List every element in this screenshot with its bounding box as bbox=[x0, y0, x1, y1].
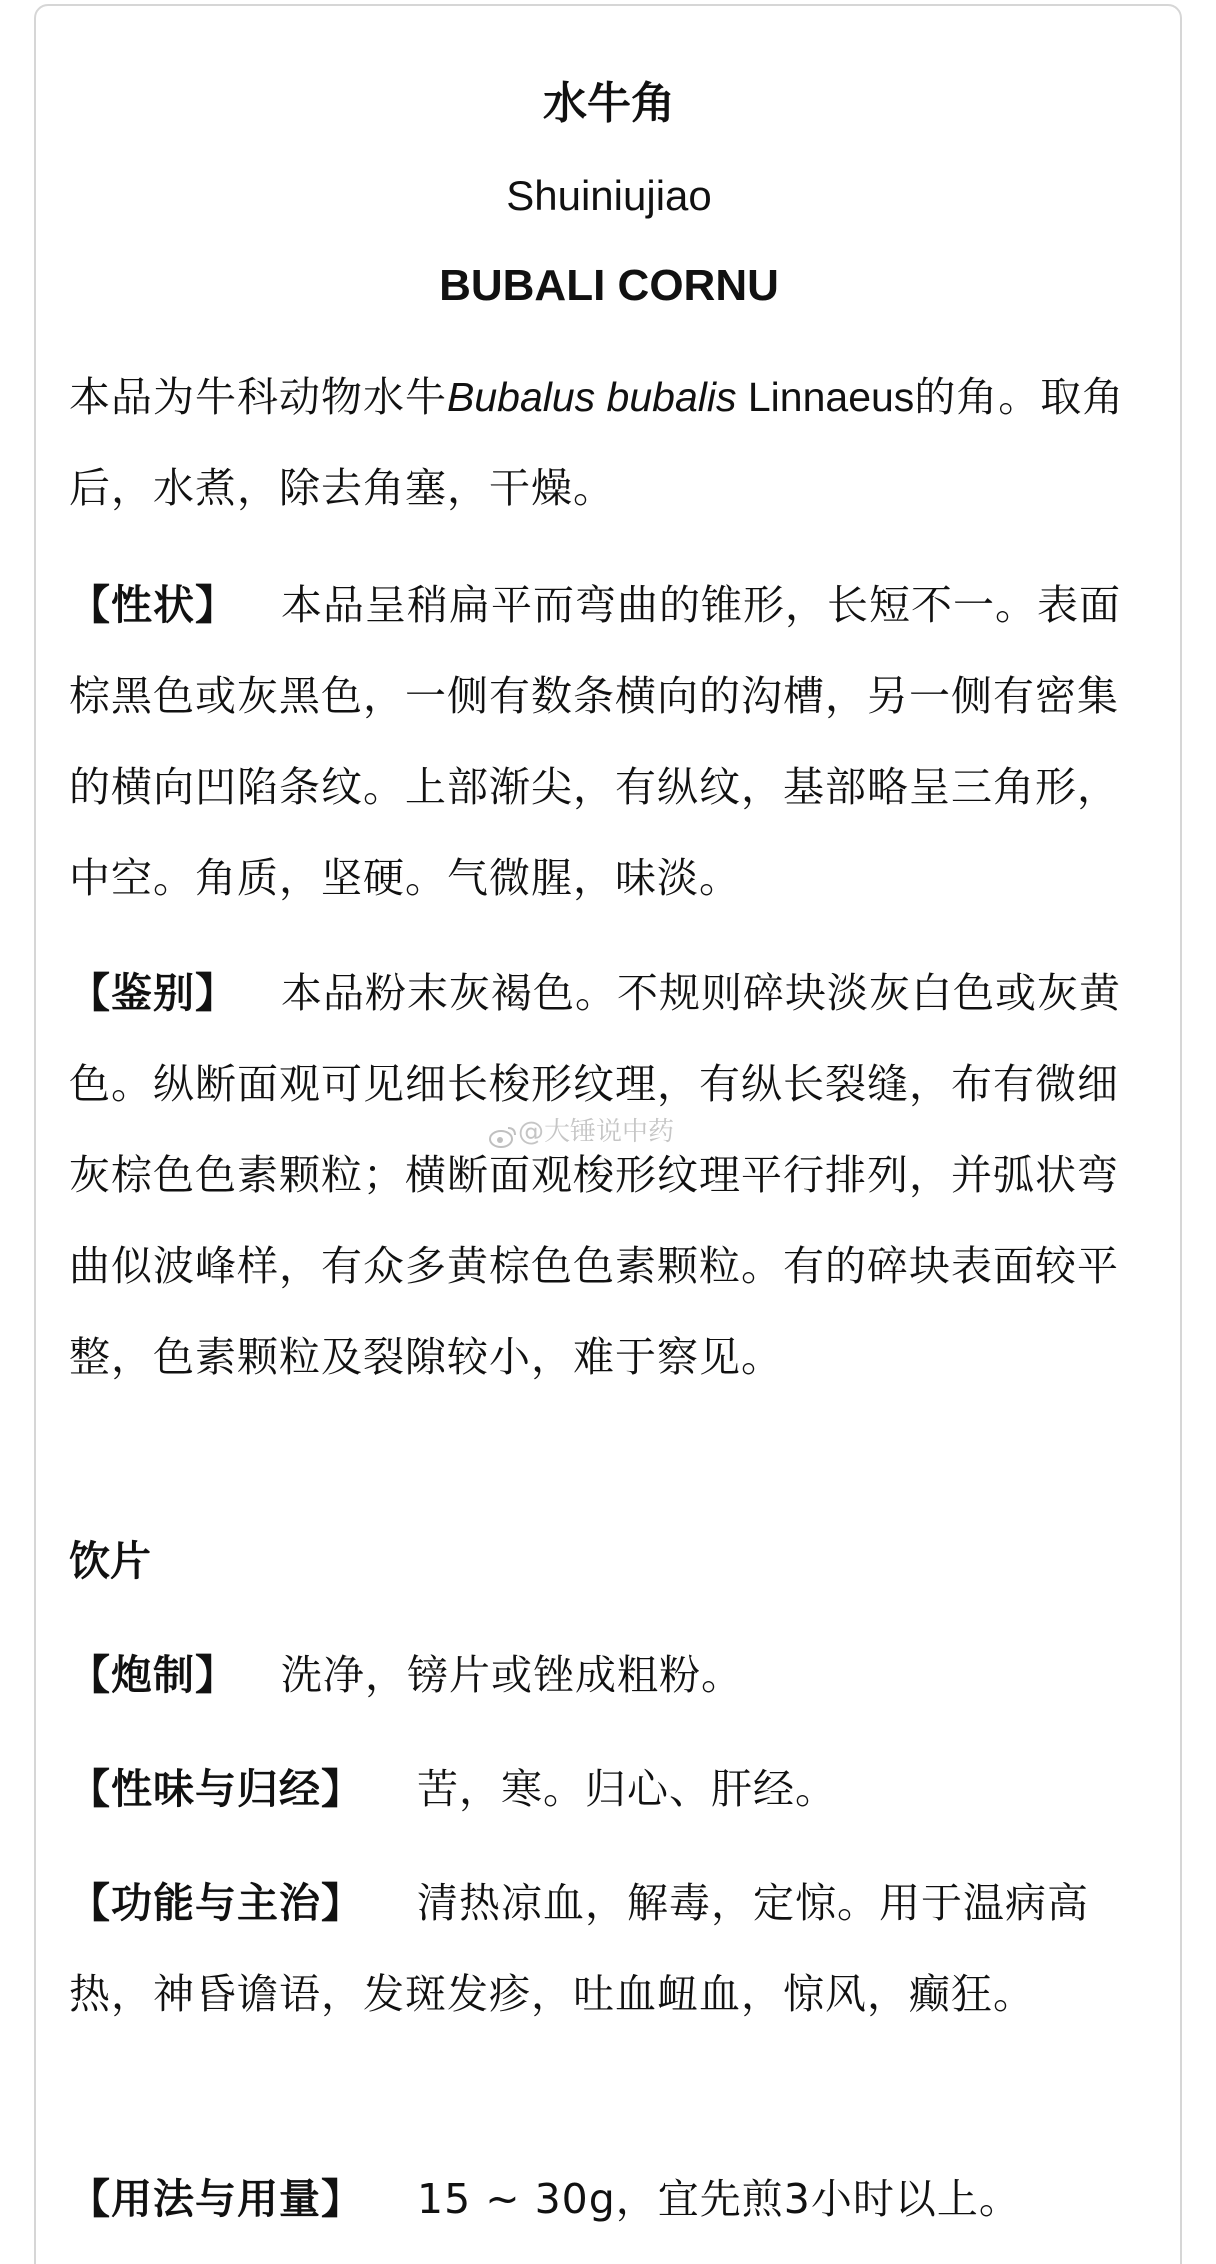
label-yongfa: 【用法与用量】 bbox=[69, 2175, 363, 2223]
intro-suffix: 的角。取角后，水煮，除去角塞，干燥。 bbox=[69, 373, 1125, 512]
section-xingzhuang bbox=[69, 560, 1139, 924]
text-xingwei: 苦，寒。归心、肝经。 bbox=[417, 1765, 837, 1813]
text-gongneng: 清热凉血，解毒，定惊。用于温病高热，神昏谵语，发斑发疹，吐血衄血，惊风，癫狂。 bbox=[69, 1879, 1089, 2018]
yinpian-heading: 饮片 bbox=[69, 1537, 151, 1585]
section-paozhi bbox=[69, 1630, 1139, 1721]
section-xingwei bbox=[69, 1744, 1139, 1835]
label-jianbie: 【鉴别】 bbox=[69, 969, 237, 1017]
text-jianbie: 本品粉末灰褐色。不规则碎块淡灰白色或灰黄色。纵断面观可见细长梭形纹理，有纵长裂缝，布有微细灰棕色色素颗粒；横断面观梭形纹理平行排列，并弧状弯曲似波峰样，有众多黄棕色色素颗粒。有的碎块表面较平整，色素颗粒及裂隙较小，难于察见。 bbox=[69, 969, 1121, 1381]
text-yongfa: 15 ~ 30g，宜先煎3小时以上。 bbox=[417, 2175, 1021, 2223]
species-name: Bubalus bubalis bbox=[447, 374, 737, 420]
weibo-icon bbox=[488, 1121, 518, 1145]
title-latin: BUBALI CORNU bbox=[439, 261, 779, 310]
species-author: Linnaeus bbox=[736, 374, 915, 420]
section-gongneng bbox=[69, 1858, 1139, 2040]
title-chinese: 水牛角 bbox=[543, 78, 675, 129]
watermark-text: @大锤说中药 bbox=[518, 1117, 675, 1147]
title-pinyin: Shuiniujiao bbox=[506, 172, 712, 219]
section-yongfa bbox=[69, 2154, 1139, 2245]
intro-prefix: 本品为牛科动物水牛 bbox=[69, 373, 447, 421]
section-jianbie bbox=[69, 948, 1139, 1403]
label-paozhi: 【炮制】 bbox=[69, 1651, 237, 1699]
label-xingzhuang: 【性状】 bbox=[69, 581, 237, 629]
text-paozhi: 洗净，镑片或锉成粗粉。 bbox=[281, 1651, 743, 1699]
watermark bbox=[488, 1112, 674, 1152]
label-xingwei: 【性味与归经】 bbox=[69, 1765, 363, 1813]
intro-paragraph bbox=[69, 352, 1139, 534]
text-xingzhuang: 本品呈稍扁平而弯曲的锥形，长短不一。表面棕黑色或灰黑色，一侧有数条横向的沟槽，另一侧有密集的横向凹陷条纹。上部渐尖，有纵纹，基部略呈三角形，中空。角质，坚硬。气微腥，味淡。 bbox=[69, 581, 1121, 902]
label-gongneng: 【功能与主治】 bbox=[69, 1879, 363, 1927]
